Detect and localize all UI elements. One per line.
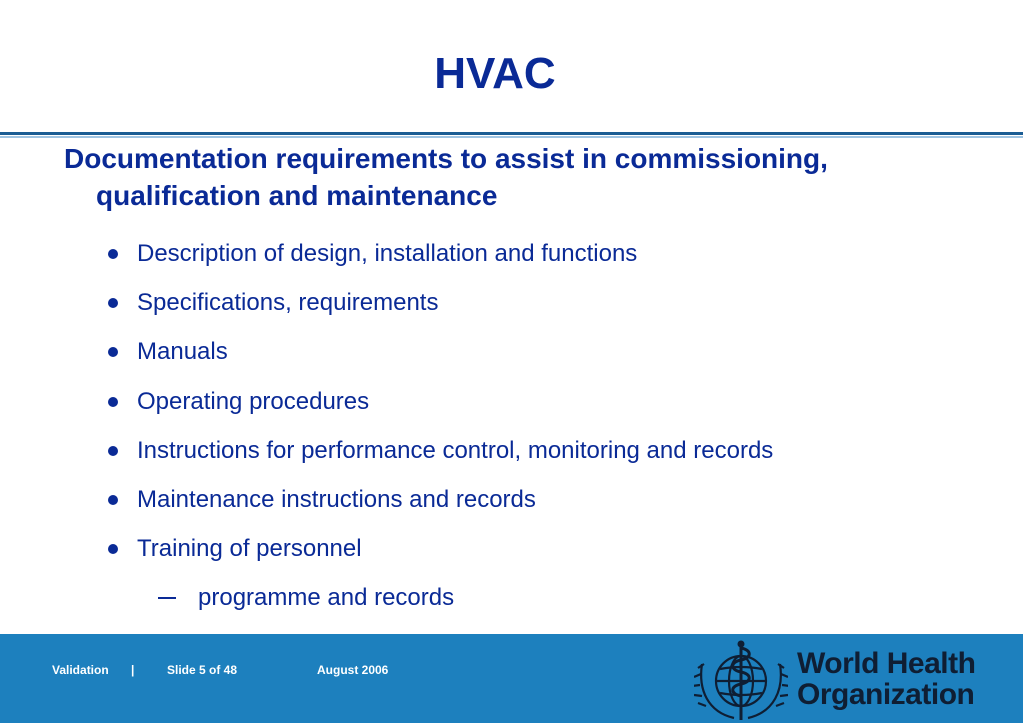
footer-date: August 2006 <box>317 663 389 677</box>
footer-section: Validation <box>52 663 109 677</box>
organization-wordmark <box>797 648 975 710</box>
bullet-dot-icon <box>108 544 118 554</box>
who-emblem-icon <box>694 634 788 723</box>
wordmark-line-1: World Health <box>797 647 976 680</box>
bullet-text: Description of design, installation and functions <box>137 240 638 267</box>
bullet-dot-icon <box>108 298 118 308</box>
bullet-text: Maintenance instructions and records <box>137 485 536 513</box>
slide-title: HVAC <box>434 49 556 98</box>
heading-line-2: qualification and maintenance <box>96 180 498 211</box>
bullet-text: Manuals <box>137 338 228 366</box>
bullet-dot-icon <box>108 446 118 456</box>
bullet-dot-icon <box>108 495 118 505</box>
wordmark-line-2: Organization <box>797 678 975 711</box>
bullet-text: Operating procedures <box>137 387 370 415</box>
footer-bar <box>0 634 1023 723</box>
bullet-text: Specifications, requirements <box>137 289 439 317</box>
bullet-dot-icon <box>108 249 118 259</box>
title-divider-highlight <box>0 136 1023 138</box>
bullet-dot-icon <box>108 397 118 407</box>
bullet-text: Training of personnel <box>137 535 362 563</box>
section-heading <box>64 140 1014 214</box>
bullet-text: Instructions for performance control, monitoring and records <box>137 436 774 464</box>
bullet-dot-icon <box>108 347 118 357</box>
footer-slide-number: Slide 5 of 48 <box>167 663 238 677</box>
title-divider <box>0 132 1023 135</box>
dash-icon <box>158 597 176 599</box>
footer-separator: | <box>131 663 135 677</box>
sub-bullet-text: programme and records <box>198 584 455 611</box>
heading-line-1: Documentation requirements to assist in commissioning, <box>64 143 828 174</box>
